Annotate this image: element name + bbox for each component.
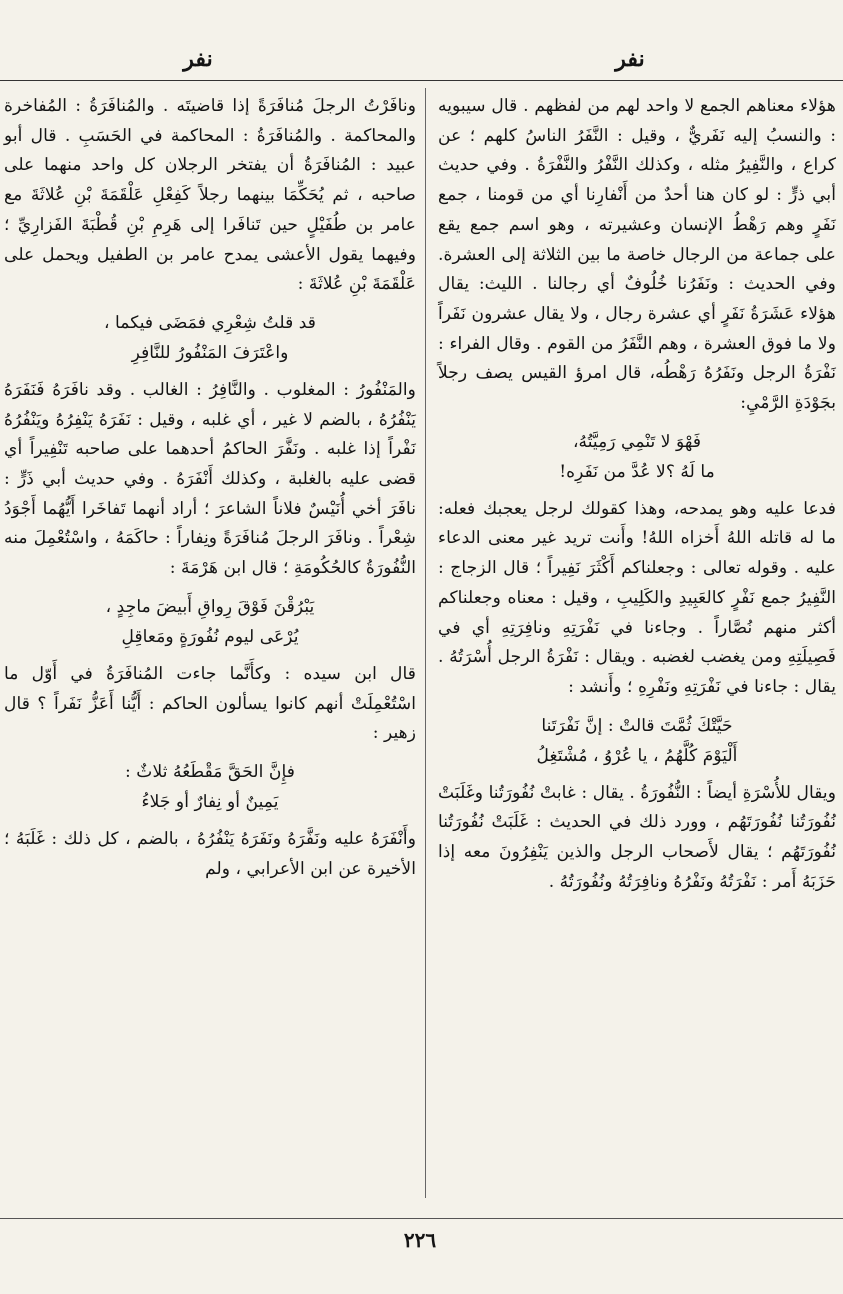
- left-paragraph-2: والمَنْفُورُ : المغلوب . والنَّافِرُ : الغالب . وقد نافَرَهُ فَنَفَرَهُ يَنْفُرُهُ ، بالضم لا غير ، أي غلبه ، وقيل : نَفَرَهُ يَنْفِرُهُ ويَنْفُرُهُ نَفْراً إذا غلبه . ونَفَّرَ الحاكمُ أحدهما على صاحبه تَنْفِيراً أي قضى عليه بالغلبة ، وكذلك أَنْفَرَهُ . وفي حديث أبي ذَرٍّ : نافَرَ أخي أُنَيْسٌ فلاناً الشاعرَ ؛ أراد أنهما تَفاخَرا أَيُّهُما أَجْوَدُ شِعْراً . ونافَرَ الرجلَ مُنافَرَةً ونِفاراً : حاكَمَهُ ، واسْتُعْمِلَ منه النُّفُورَةُ كالحُكُومَةِ ؛ قال ابن هَرْمَةَ :: [4, 379, 416, 579]
- right-column-headword: نفر: [615, 46, 645, 72]
- footer-rule: [0, 1218, 843, 1219]
- column-divider: [425, 88, 426, 1198]
- spacer: [4, 749, 416, 757]
- right-paragraph-3: ويقال للأُسْرَةِ أيضاً : النُّفُورَةُ . يقال : غابتْ نُفُورَتُنا وغَلَبَتْ نُفُورَتُنا نُفُورَتَهُم ، وورد ذلك في الحديث : غَلَبَتْ نُفُورَتُنا نُفُورَتَهُم ؛ يقال لأَصحاب الرجل والذين يَنْفِرُونَ معه إذا حَزَبَهُ أَمر : نَفْرَتُهُ ونَفْرُهُ ونافِرَتُهُ ونُفُورَتُهُ .: [438, 782, 836, 892]
- spacer: [438, 419, 836, 427]
- spacer: [438, 771, 836, 779]
- left-column: [4, 92, 416, 884]
- spacer: [4, 817, 416, 825]
- right-paragraph-2: فدعا عليه وهو يمدحه، وهذا كقولك لرجل يعجبك فعله: ما له قاتله اللهُ أَخزاه اللهُ! وأَنت تريد غير معنى الدعاء عليه . وقوله تعالى : وجعلناكم أَكْثَرَ نَفِيراً ؛ قال الزجاج : النَّفِيرُ جمع نَفْرٍ كالعَبِيدِ والكَلِيبِ ، وقيل : معناه وجعلناكم أكثر منهم نُصَّاراً . وجاءنا في نَفْرَتِهِ ونافِرَتِهِ أي في فَصِيلَتِهِ ومن يغضب لغضبه . ويقال : نَفْرَةُ الرجل أُسْرَتُهُ . يقال : جاءنا في نَفْرَتِهِ ونَفْرِهِ ؛ وأَنشد :: [438, 498, 836, 697]
- spacer: [4, 368, 416, 376]
- right-verse-2-line-2: أَلْيَوْمَ كُلَّهُمُ ، يا عُرْوُ ، مُشْتَغِلُ: [536, 745, 738, 766]
- left-verse-2-line-2: يُرْعَى ليوم نُفُورَةٍ ومَعاقِلِ: [121, 626, 299, 647]
- left-paragraph-4: وأَنْفَرَهُ عليه ونَفَّرَهُ ونَفَرَهُ يَنْفُرُهُ ، بالضم ، كل ذلك : غَلَبَهُ ؛ الأخيرة عن ابن الأعرابي ، ولم: [4, 828, 416, 879]
- page-number: ٢٢٦: [403, 1228, 437, 1252]
- left-paragraph-1: ونافَرْتُ الرجلَ مُنافَرَةً إذا قاضيتَه . والمُنافَرَةُ : المُفاخرة والمحاكمة . والمُنافَرَةُ : المحاكمة في الحَسَبِ . قال أبو عبيد : المُنافَرَةُ أن يفتخر الرجلان كل واحد منهما على صاحبه ، ثم يُحَكِّمَا بينهما رجلاً كَفِعْلِ عَلْقَمَةَ بْنِ عُلاثَةَ مع عامر بن طُفَيْلٍ حين تَنافَرا إلى هَرِمِ بْنِ قُطْبَةَ الفَزارِيِّ ؛ وفيهما يقول الأعشى يمدح عامر بن الطفيل ويحمل على عَلْقَمَةَ بْنِ عُلاثَةَ :: [4, 96, 416, 295]
- right-verse-1-line-2: ما لَهُ ؟لا عُدَّ من نَفَرِه!: [559, 461, 715, 482]
- right-column: [438, 92, 836, 897]
- left-verse-3-line-1: فإِنَّ الحَقَّ مَقْطَعُهُ ثلاثٌ :: [125, 761, 295, 782]
- spacer: [4, 300, 416, 308]
- spacer: [438, 487, 836, 495]
- left-verse-2-line-1: يَبْرُقْنَ فَوْقَ رِواقِ أَبيضَ ماجِدٍ ،: [105, 596, 315, 617]
- right-verse-2-line-1: حَيَّتْكَ ثُمَّتَ قالتْ : إنَّ نَفْرَتَنا: [541, 715, 733, 736]
- left-verse-1-line-1: قد قلتُ شِعْرِي فمَضَى فيكما ،: [104, 312, 316, 333]
- spacer: [438, 703, 836, 711]
- left-verse-3-line-2: يَمِينٌ أو نِفارٌ أو جَلاءُ: [141, 791, 279, 812]
- spacer: [4, 584, 416, 592]
- right-paragraph-1: هؤلاء معناهم الجمع لا واحد لهم من لفظهم . قال سيبويه : والنسبُ إليه نَفَريٌّ ، وقيل : النَّفَرُ الناسُ كلهم ؛ عن كراع ، والنَّفِيرُ مثله ، وكذلك النَّفْرُ والنَّفْرَةُ . وفي حديث أبي ذرٍّ : لو كان هنا أحدٌ من أَنْفارِنا أي من قومنا ، جمع نَفَرٍ وهم رَهْطُ الإنسان وعشيرته ، وهو اسم جمع يقع على جماعة من الرجال خاصة ما بين الثلاثة إلى العشرة. وفي الحديث : ونَفَرُنا خُلُوفٌ أي رجالنا . الليث: يقال هؤلاء عَشَرَةُ نَفَرٍ أي عشرة رجال ، ولا يقال عشرون نَفَراً ولا ما فوق العشرة ، وهم النَّفَرُ من القوم . وقال الفراء : نَفْرَةُ الرجل ونَفَرُهُ رَهْطُه، قال امرؤ القيس يصف رجلاً بجَوْدَةِ الرَّمْيِ:: [438, 96, 836, 414]
- left-verse-1-line-2: واعْتَرَفَ المَنْفُورُ للنَّافِرِ: [131, 342, 289, 363]
- right-verse-1-line-1: فَهْوَ لا تَنْمِي رَمِيَّتُهُ،: [572, 431, 702, 452]
- left-column-headword: نفر: [183, 46, 213, 72]
- header-rule: [0, 80, 843, 81]
- spacer: [4, 652, 416, 660]
- left-paragraph-3: قال ابن سيده : وكأَنَّما جاءت المُنافَرَةُ في أَوّل ما اسْتُعْمِلَتْ أنهم كانوا يسألون الحاكم : أَيُّنا أَعَزُّ نَفَراً ؟ قال زهير :: [4, 663, 416, 744]
